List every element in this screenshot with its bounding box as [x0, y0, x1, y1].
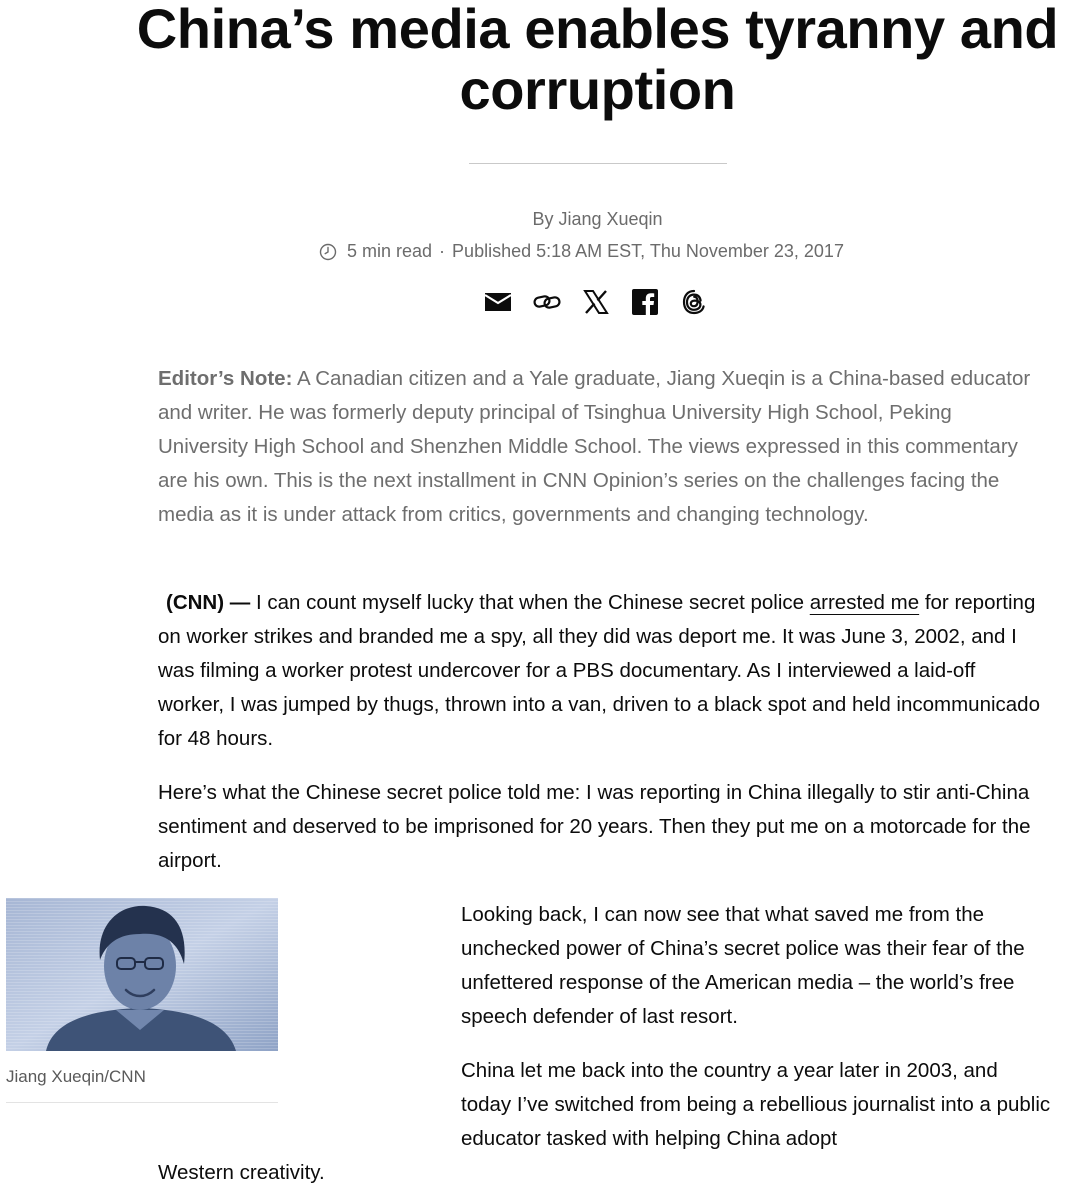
body-paragraph-3: Looking back, I can now see that what saved me from the unchecked power of China’s secret police was their fear of the unfettered response of the American media – the world’s free speech defender of last resort.: [461, 903, 1025, 1028]
caption-divider: [6, 1102, 278, 1103]
headline-divider: [469, 163, 727, 164]
threads-icon[interactable]: [679, 287, 709, 317]
editors-note: [158, 362, 1038, 532]
p1-text-start: I can count myself lucky that when the Chinese secret police: [250, 591, 810, 614]
body-paragraph-1: [158, 586, 1043, 756]
editors-note-text: A Canadian citizen and a Yale graduate, Jiang Xueqin is a China-based educator and writer. He was formerly deputy principal of Tsinghua University High School, Peking University High School and Shenzhen Middle School. The views expressed in this commentary are his own. This is the next installment in CNN Opinion’s series on the challenges facing the media as it is under attack from critics, governments and changing technology.: [158, 367, 1031, 526]
dateline: (CNN) —: [166, 591, 251, 614]
body-paragraph-4: China let me back into the country a year later in 2003, and today I’ve switched from being a rebellious journalist into a public educator tasked with helping China adopt: [461, 1059, 1051, 1150]
editors-note-label: Editor’s Note:: [158, 367, 293, 390]
read-time: 5 min read: [347, 241, 433, 261]
clock-icon: [319, 243, 337, 261]
email-icon[interactable]: [483, 287, 513, 317]
author-photo: [6, 898, 278, 1051]
body-paragraph-2: Here’s what the Chinese secret police told me: I was reporting in China illegally to stir anti-China sentiment and deserved to be imprisoned for 20 years. Then they put me on a motorcade for the airport.: [158, 781, 1031, 872]
body-paragraph-4-end: Western creativity.: [158, 1161, 325, 1184]
share-bar: [483, 287, 728, 317]
arrested-me-link[interactable]: arrested me: [809, 591, 920, 614]
byline-author[interactable]: By Jiang Xueqin: [532, 209, 663, 229]
x-icon[interactable]: [581, 287, 611, 317]
facebook-icon[interactable]: [630, 287, 660, 317]
byline: [0, 209, 1075, 230]
p1-text-end: for reporting on worker strikes and branded me a spy, all they did was deport me. It was June 3, 2002, and I was filming a worker protest undercover for a PBS documentary. As I interviewed a laid-off worker, I was jumped by thugs, thrown into a van, driven to a black spot and held incommunicado for 48 hours.: [158, 591, 1040, 750]
article-headline: China’s media enables tyranny and corruption: [136, 0, 1059, 121]
article-meta: [319, 241, 844, 262]
photo-caption: Jiang Xueqin/CNN: [6, 1067, 146, 1086]
publish-timestamp: Published 5:18 AM EST, Thu November 23, 2017: [452, 241, 844, 261]
meta-separator: ·: [439, 241, 446, 261]
link-icon[interactable]: [532, 287, 562, 317]
